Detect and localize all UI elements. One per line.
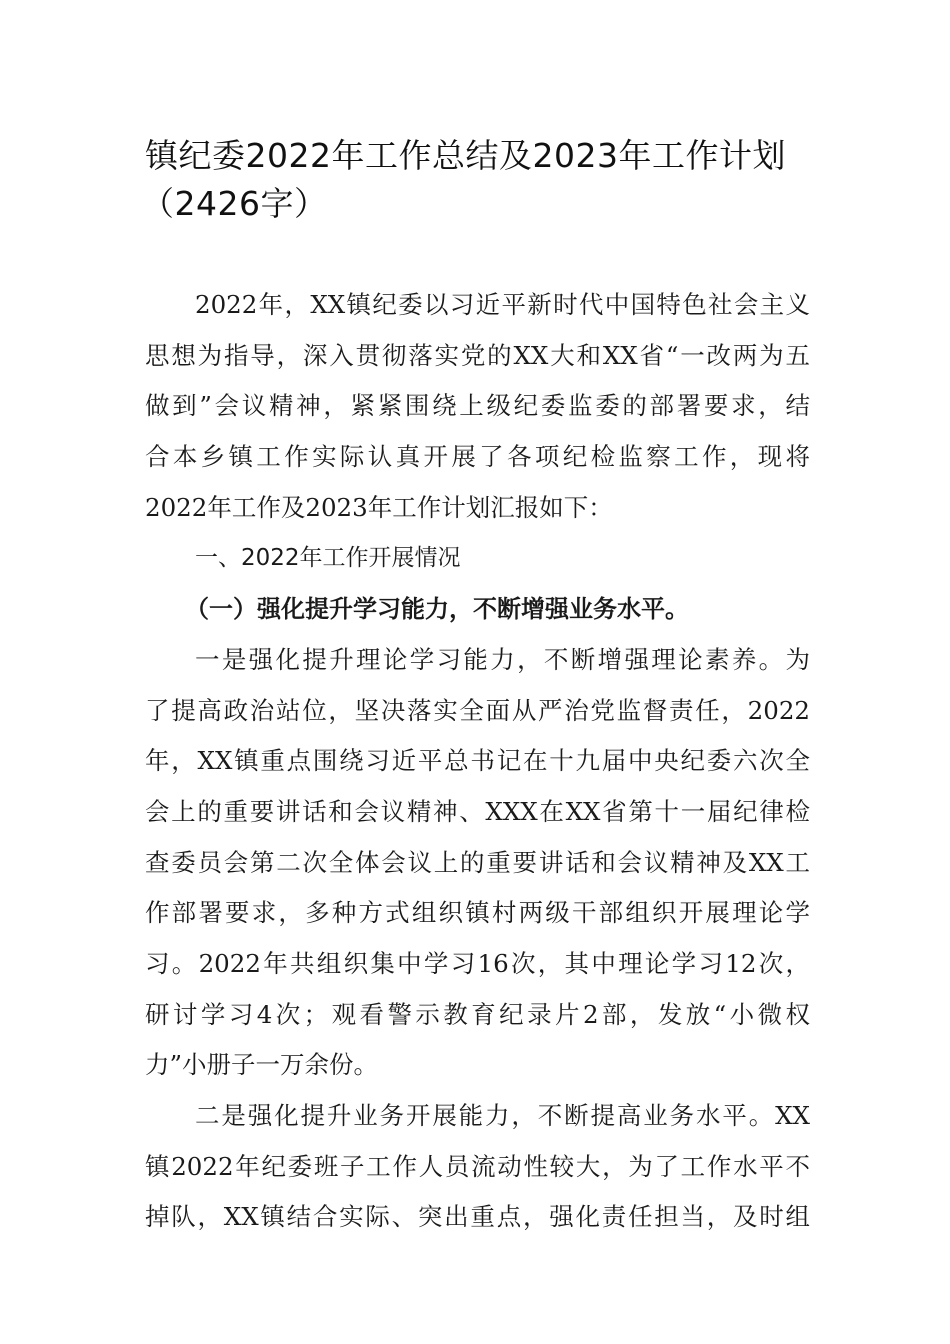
title-line-2: （2426字） [141,184,328,223]
paragraph-1-line-1: 2022年，XX镇纪委以习近平新时代中国特色社会主义 [195,290,810,319]
paragraph-2-line-5: 查委员会第二次全体会议上的重要讲话和会议精神及XX工 [145,847,810,877]
paragraph-2-line-1: 一是强化提升理论学习能力，不断增强理论素养。为 [195,644,810,674]
paragraph-1-line-2: 思想为指导，深入贯彻落实党的XX大和XX省“一改两为五 [145,340,810,370]
paragraph-2-line-9: 力”小册子一万余份。 [145,1050,379,1080]
paragraph-1-line-5: 2022年工作及2023年工作计划汇报如下： [145,492,613,522]
document-body [145,280,810,1243]
paragraph-1-line-4: 合本乡镇工作实际认真开展了各项纪检监察工作，现将 [145,442,810,472]
paragraph-3-line-3: 掉队，XX镇结合实际、突出重点，强化责任担当，及时组 [145,1202,810,1232]
paragraph-2-line-8: 研讨学习4次；观看警示教育纪录片2部，发放“小微权 [145,999,810,1029]
paragraph-2-line-2: 了提高政治站位，坚决落实全面从严治党监督责任，2022 [145,695,810,725]
paragraph-3-line-2: 镇2022年纪委班子工作人员流动性较大，为了工作水平不 [145,1151,810,1181]
paragraph-2-line-7: 习。2022年共组织集中学习16次，其中理论学习12次， [145,948,810,978]
paragraph-2-line-6: 作部署要求，多种方式组织镇村两级干部组织开展理论学 [145,898,810,928]
section-1-heading: 一、2022年工作开展情况 [195,545,461,572]
title-line-1: 镇纪委2022年工作总结及2023年工作计划 [145,136,786,175]
document-title [141,132,825,228]
subsection-1-heading: （一）强化提升学习能力，不断增强业务水平。 [185,594,689,624]
paragraph-2-line-4: 会上的重要讲话和会议精神、XXX在XX省第十一届纪律检 [145,796,810,826]
paragraph-2-line-3: 年，XX镇重点围绕习近平总书记在十九届中央纪委六次全 [145,746,810,776]
paragraph-1-line-3: 做到”会议精神，紧紧围绕上级纪委监委的部署要求，结 [145,391,810,421]
paragraph-3-line-1: 二是强化提升业务开展能力，不断提高业务水平。XX [195,1101,810,1130]
